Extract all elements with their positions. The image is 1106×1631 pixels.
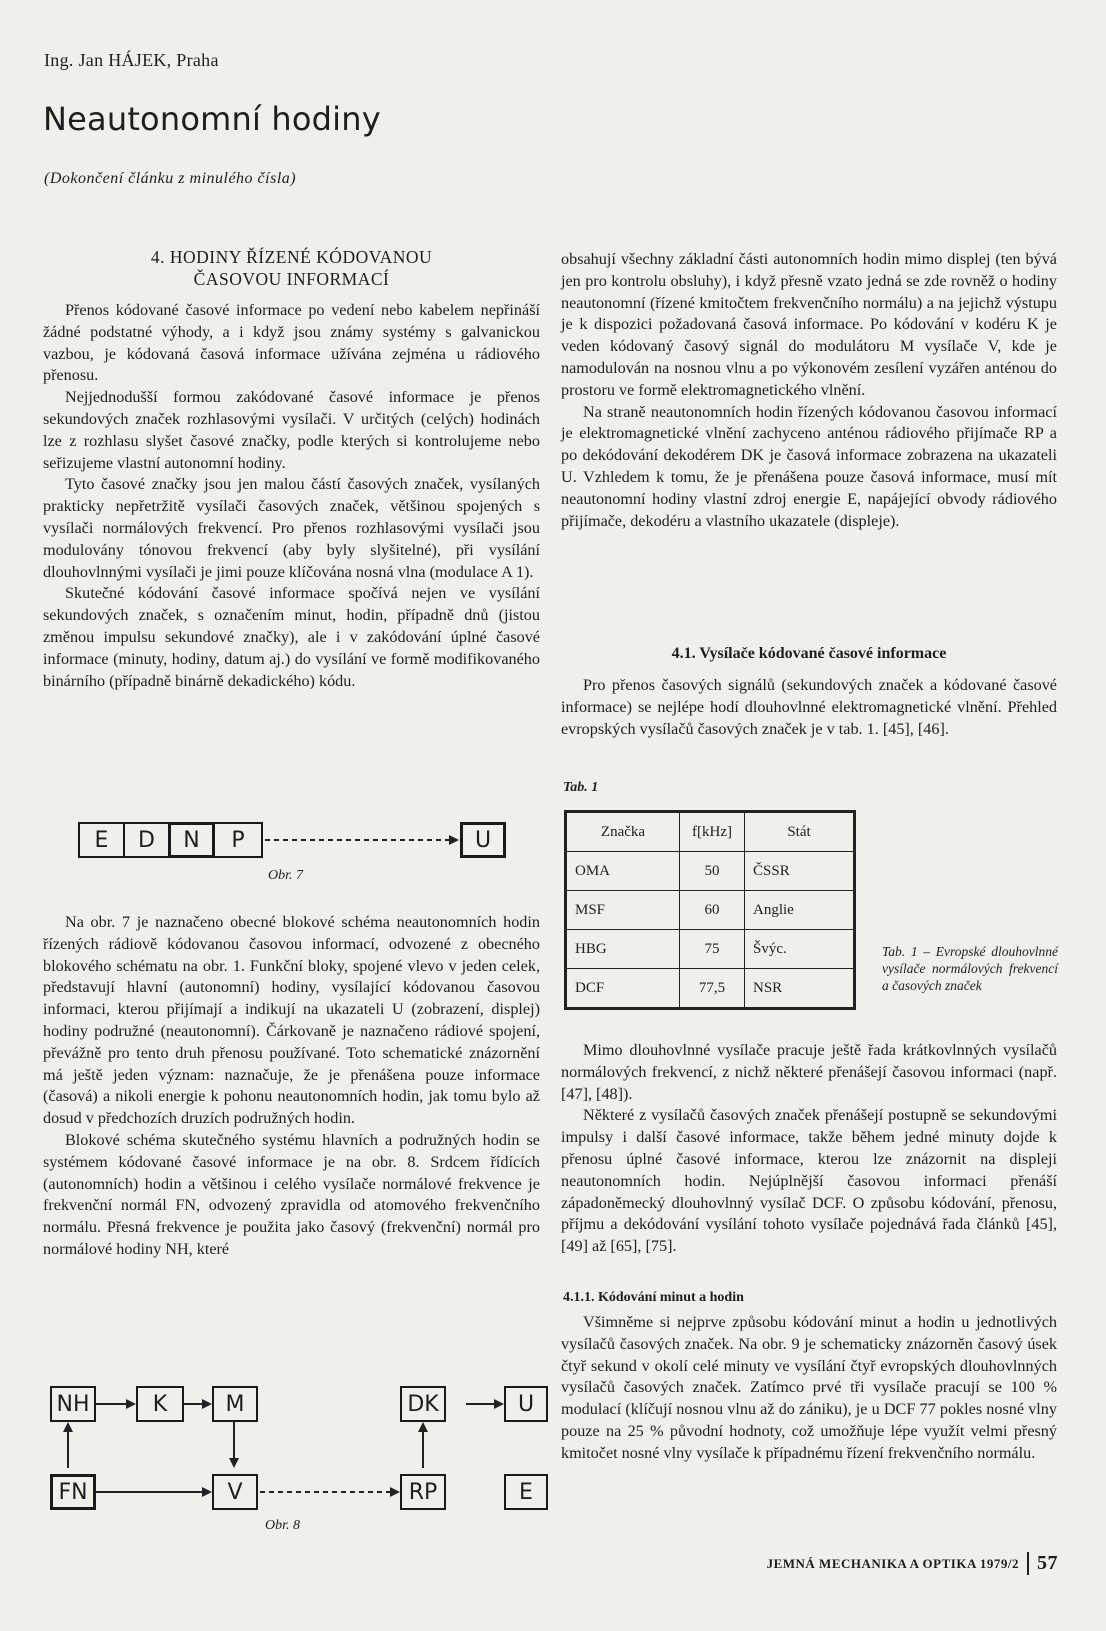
fig7-display-u: U	[460, 822, 506, 858]
table-header-row	[566, 812, 855, 852]
table-1	[564, 810, 856, 1010]
fig8-block-fn: FN	[50, 1474, 96, 1510]
fig7-block-e: E	[78, 822, 125, 858]
paragraph: Skutečné kódování časové informace spočívá nejen ve vysílání sekundových značek, s označením minut, hodin, případně dnů (jistou změnou impulsu sekundové značky), ale i v zakódování úplné časové informace (minuty, hodiny, datum aj.) do vysílání ve formě modifikovaného binárního (případně binárně dekadického) kódu.	[43, 584, 540, 690]
fig8-caption: Obr. 8	[265, 1518, 301, 1533]
table-row	[566, 969, 855, 1009]
page-number: 57	[1027, 1552, 1058, 1575]
table-cell: 60	[680, 891, 745, 930]
fig7-block-n: N	[168, 822, 215, 858]
paragraph: Všimněme si nejprve způsobu kódování minut a hodin u jednotlivých vysílačů časových značek. Na obr. 9 je schematicky znázorněn časový úsek čtyř sekund v okolí celé minuty ve vysílání čtyř evropských dlouhovlnných vysílačů časových značek. Zatímco prvé tři vysílače pracují se 100 % modulací (klíčují nosnou vlnu až do zániku), je u DCF 77 pokles nosné vlny pouze na 25 % původní hodnoty, což umožňuje lépe využít velmi přesný kmitočet nosné vlny vysílače k případnému řízení frekvenčního normálu.	[561, 1313, 1057, 1462]
left-column-lower	[43, 912, 540, 1261]
journal-name: JEMNÁ MECHANIKA A OPTIKA 1979/2	[766, 1555, 1019, 1571]
article-title: Neautonomní hodiny	[43, 100, 381, 138]
table-cell: Anglie	[745, 891, 855, 930]
table-cell: MSF	[566, 891, 680, 930]
author-line: Ing. Jan HÁJEK, Praha	[44, 50, 219, 70]
section-4-heading-line2: ČASOVOU INFORMACÍ	[193, 269, 390, 289]
table-row	[566, 930, 855, 969]
paragraph: Přenos kódované časové informace po vedení nebo kabelem nepřináší žádné podstatné výhody, a i když jsou známy systémy s galvanickou vazbou, je kódovaná časová informace užívána zejména u rádiového přenosu.	[43, 301, 540, 385]
fig8-block-v: V	[212, 1474, 258, 1510]
fig7-caption: Obr. 7	[268, 868, 304, 883]
fig8-block-dk: DK	[400, 1386, 446, 1422]
fig8-block-k: K	[136, 1386, 184, 1422]
paragraph: Některé z vysílačů časových značek přenášejí postupně se sekundovými impulsy i další časové informace, takže během jedné minuty dojde k přenosu úplné časové informace, kterou lze znázornit na displeji neautonomních hodin. Nejúplnější časovou informaci přenáší západoněmecký dlouhovlnný vysílač DCF. O způsobu kódování, přenosu, příjmu a dekódování vysílání tohoto vysílače pojednává řada článků [45], [49] až [65], [75].	[561, 1106, 1057, 1256]
right-column-section-4-1	[561, 675, 1057, 740]
table-cell: 75	[680, 930, 745, 969]
table-1-label: Tab. 1	[563, 780, 599, 795]
paragraph: Nejjednodušší formou zakódované časové informace je přenos sekundových značek rozhlasovými vysílači. V určitých (celých) hodinách lze z rozhlasu slyšet časové značky, podle kterých si kontrolujeme nebo seřizujeme vlastní autonomní hodiny.	[43, 388, 540, 472]
paragraph: Mimo dlouhovlnné vysílače pracuje ještě řada krátkovlnných vysílačů normálových frekvencí, z nichž některé přenášejí časovou informaci (např. [47], [48]).	[561, 1041, 1057, 1103]
table-row	[566, 852, 855, 891]
fig8-connections	[40, 1380, 560, 1520]
table-header-cell: Značka	[566, 812, 680, 852]
paragraph: Pro přenos časových signálů (sekundových značek a kódované časové informace) se nejlépe hodí dlouhovlnné elektromagnetické vlnění. Přehled evropských vysílačů časových značek je v tab. 1. [45], [46].	[561, 676, 1057, 738]
table-row	[566, 891, 855, 930]
table-header-cell: Stát	[745, 812, 855, 852]
right-column-section-4-1-1	[561, 1312, 1057, 1465]
paragraph: Na straně neautonomních hodin řízených kódovanou časovou informací je elektromagnetické vlnění zachyceno anténou rádiového přijímače RP a po dekódování dekodérem DK je časová informace zobrazena na ukazateli U. Vzhledem k tomu, že je přenášena pouze časová informace, musí mít neautonomní hodiny vlastní zdroj energie E, napájející obvody rádiového přijímače, dekodéru a vlastního ukazatele (displeje).	[561, 402, 1057, 530]
table-cell: 50	[680, 852, 745, 891]
fig8-block-u: U	[504, 1386, 548, 1422]
table-cell: OMA	[566, 852, 680, 891]
table-cell: HBG	[566, 930, 680, 969]
section-4-1-heading: 4.1. Vysílače kódované časové informace	[671, 645, 947, 662]
right-column-after-table	[561, 1040, 1057, 1258]
right-column-upper	[561, 249, 1057, 532]
section-4-heading-line1: 4. HODINY ŘÍZENÉ KÓDOVANOU	[150, 247, 433, 267]
paragraph: obsahují všechny základní části autonomních hodin mimo displej (ten bývá jen pro kontrolu obsluhy), i když přesně vzato jedná se zde rovněž o hodiny neautonomní (řízené kmitočtem frekvenčního normálu) a na jejichž výstupu je k dispozici požadovaná časová informace. Po kódování v kodéru K je veden kódovaný časový signál do modulátoru M vysílače V, kde je namodulován na nosnou vlnu a po výkonovém zesílení vyzářen anténou do prostoru ve formě elektromagnetického vlnění.	[561, 250, 1057, 399]
fig8-block-m: M	[212, 1386, 258, 1422]
fig8-block-e: E	[504, 1474, 548, 1510]
article-subtitle: (Dokončení článku z minulého čísla)	[44, 170, 297, 187]
fig7-block-p: P	[213, 822, 263, 858]
table-header-cell: f[kHz]	[680, 812, 745, 852]
fig7-radio-link	[263, 830, 463, 850]
fig8-block-nh: NH	[50, 1386, 96, 1422]
section-4-heading	[43, 246, 540, 290]
paragraph: Blokové schéma skutečného systému hlavních a podružných hodin se systémem kódované časové informace je na obr. 8. Srdcem řídících (autonomních) hodin a většinou i celého vysílače normálové frekvence je frekvenční normál FN, odvozený zpravidla od atomového frekvenčního normálu. Přesná frekvence je použita jako časový (frekvenční) normál pro normálové hodiny NH, které	[43, 1130, 540, 1258]
section-4-1-1-heading: 4.1.1. Kódování minut a hodin	[563, 1290, 744, 1305]
table-cell: 77,5	[680, 969, 745, 1009]
page-footer	[767, 1552, 1058, 1575]
fig7-block-d: D	[123, 822, 170, 858]
table-cell: DCF	[566, 969, 680, 1009]
table-cell: Švýc.	[745, 930, 855, 969]
table-1-caption: Tab. 1 – Evropské dlouhovlnné vysílače normálových frekvencí a časových značek	[882, 944, 1058, 993]
paragraph: Tyto časové značky jsou jen malou částí časových značek, vysílaných prakticky nepřetržitě vysílači časových značek, většinou spojených s vysílači normálových frekvencí. Pro přenos rozhlasovými vysílači jsou modulovány tónovou frekvencí (aby byly slyšitelné), při vysílání dlouhovlnnými vysílači je jimi pouze klíčována nosná vlna (modulace A 1).	[43, 475, 540, 581]
table-cell: ČSSR	[745, 852, 855, 891]
left-column-upper	[43, 300, 540, 692]
table-cell: NSR	[745, 969, 855, 1009]
paragraph: Na obr. 7 je naznačeno obecné blokové schéma neautonomních hodin řízených rádiově kódovanou časovou informací, odvozené z obecného blokového schématu na obr. 1. Funkční bloky, spojené vlevo v jeden celek, představují hlavní (autonomní) hodiny, vysílající kódovanou časovou informaci, kterou přijímají a indikují na ukazateli U (zobrazení, displej) hodiny podružné (neautonomní). Čárkovaně je naznačeno rádiové spojení, převážně pro tento druh přenosu používané. Toto schematické znázornění má ještě jeden význam: naznačuje, že je přenášena pouze informace (časová) a nikoli energie k pohonu neautonomních hodin, jak tomu bylo až dosud v předchozích druzích podružných hodin.	[43, 913, 540, 1128]
fig8-block-rp: RP	[400, 1474, 446, 1510]
